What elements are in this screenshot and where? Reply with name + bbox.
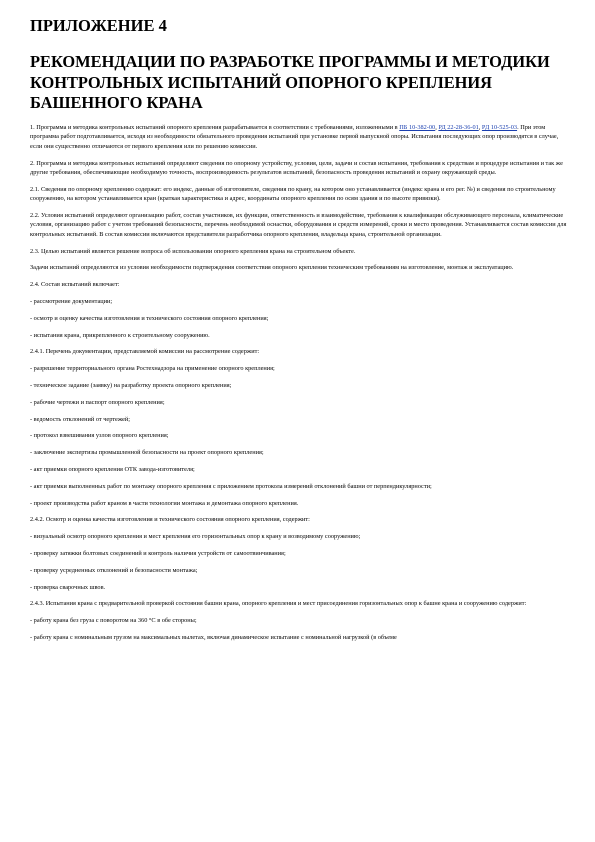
paragraph: - рабочие чертежи и паспорт опорного крепления;	[30, 398, 165, 406]
paragraph: 2.4. Состав испытаний включает:	[30, 281, 120, 289]
link-separator: ,	[478, 124, 482, 131]
paragraph: 2. Программа и методика контрольных испытаний определяют сведения по опорному устройству, условия, цели, задачи и состав испытания, требования к средствам и процедуре испытания и так же другие требования, обеспечивающие необходимую точность, воспроизводимость результатов испытаний, безопасность проведения испытаний и охрану окружающей среды.	[30, 159, 563, 177]
paragraph: 2.2. Условия испытаний определяют организацию работ, состав участников, их функции, ответственность и взаимодействие, требования к квалификации обслуживающего персонала, климатические условия, организацию работ с учетом требований безопасности, перечень необходимой оснастки, оборудования и средств измерений, сроки и место проведения. Устанавливается состав комиссии для контрольных испытаний. В состав комиссии включаются представители разработчика опорного крепления, владельца крана, строительной организации.	[30, 212, 567, 238]
paragraph: - испытания крана, прикрепленного к строительному сооружению.	[30, 331, 210, 339]
paragraph: - работу крана без груза с поворотом на 360 °С в обе стороны;	[30, 617, 197, 625]
link-rd-22-28-36-01[interactable]: РД 22-28-36-01	[438, 124, 479, 131]
paragraph: - работу крана с номинальным грузом на максимальных вылетах, включая динамическое испытание с номинальной нагрузкой (в объеме	[30, 633, 397, 641]
link-pb-10-382-00[interactable]: ПБ 10-382-00	[399, 124, 436, 131]
paragraph: - протокол взвешивания узлов опорного крепления;	[30, 432, 169, 440]
paragraph: - рассмотрение документации;	[30, 298, 113, 306]
paragraph: 2.4.2. Осмотр и оценка качества изготовления и технического состояния опорного крепления, содержит:	[30, 516, 310, 524]
paragraph: - осмотр и оценку качества изготовления и технического состояния опорного крепления;	[30, 314, 269, 322]
paragraph: - разрешение территориального органа Ростехнадзора на применение опорного крепления;	[30, 365, 275, 373]
paragraph: 2.1. Сведения по опорному креплению содержат: его индекс, данные об изготовителе, сведения по крану, на котором оно устанавливается (индекс крана и его рег. №) и сведения по строительному сооружению, на котором устанавливается кран (краткая характеристика и адрес, координаты опорного крепления по осям здания и по высоте привязки).	[30, 185, 556, 203]
paragraph: - ведомость отклонений от чертежей;	[30, 415, 130, 423]
paragraph: - проверку усредненных отклонений и безопасности монтажа;	[30, 566, 198, 574]
appendix-heading: ПРИЛОЖЕНИЕ 4	[30, 16, 167, 35]
paragraph-list	[30, 159, 568, 643]
link-separator: ,	[435, 124, 439, 131]
paragraph: - заключение экспертизы промышленной безопасности на проект опорного крепления;	[30, 449, 264, 457]
paragraph: - техническое задание (заявку) на разработку проекта опорного крепления;	[30, 382, 232, 389]
paragraph-1-text-end: . При этом программа работ подготавливается, исходя из необходимости обязательного проведения испытаний при установке первой выпускной опоры. Испытания последующих опор производятся в случае, если они существенно отличаются от первого крепления или по решению комиссии.	[30, 124, 559, 150]
paragraph: 2.4.1. Перечень документации, представляемой комиссии на рассмотрение содержит:	[30, 348, 260, 356]
paragraph: Задачи испытаний определяются из условия необходимости подтверждения соответствия опорного крепления техническим требованиям на изготовление, монтаж и эксплуатацию.	[30, 264, 514, 272]
document-body	[30, 123, 568, 650]
paragraph-1	[30, 123, 568, 151]
paragraph: 2.3. Целью испытаний является решение вопроса об использовании опорного крепления крана на строительном объекте.	[30, 247, 356, 255]
document-title: РЕКОМЕНДАЦИИ ПО РАЗРАБОТКЕ ПРОГРАММЫ И МЕТОДИКИ КОНТРОЛЬНЫХ ИСПЫТАНИЙ ОПОРНОГО КРЕПЛЕНИЯ БАШЕННОГО КРАНА	[30, 52, 550, 112]
paragraph: - акт приемки выполненных работ по монтажу опорного крепления с приложением протокола измерений отклонений башни от перпендикулярности;	[30, 482, 432, 490]
paragraph: - визуальный осмотр опорного крепления и мест крепления его горизонтальных опор к крану и возводимому сооружению;	[30, 533, 361, 541]
paragraph-1-text-start: 1. Программа и методика контрольных испытаний опорного крепления разрабатывается в соответствии с требованиями, изложенными в	[30, 124, 400, 131]
paragraph: - проверку затяжки болтовых соединений и контроль наличия устройств от самоотвинчивания;	[30, 549, 286, 557]
paragraph: 2.4.3. Испытания крана с предварительной проверкой состояния башни крана, опорного крепления и мест присоединения горизонтальных опор к башне крана и сооружению содержит:	[30, 600, 527, 608]
paragraph: - проверка сварочных швов.	[30, 583, 106, 591]
paragraph: - акт приемки опорного крепления ОТК завода-изготовителя;	[30, 465, 195, 473]
link-rd-10-525-03[interactable]: РД 10-525-03	[481, 124, 518, 131]
paragraph: - проект производства работ краном в части технологии монтажа и демонтажа опорного крепления.	[30, 499, 299, 507]
